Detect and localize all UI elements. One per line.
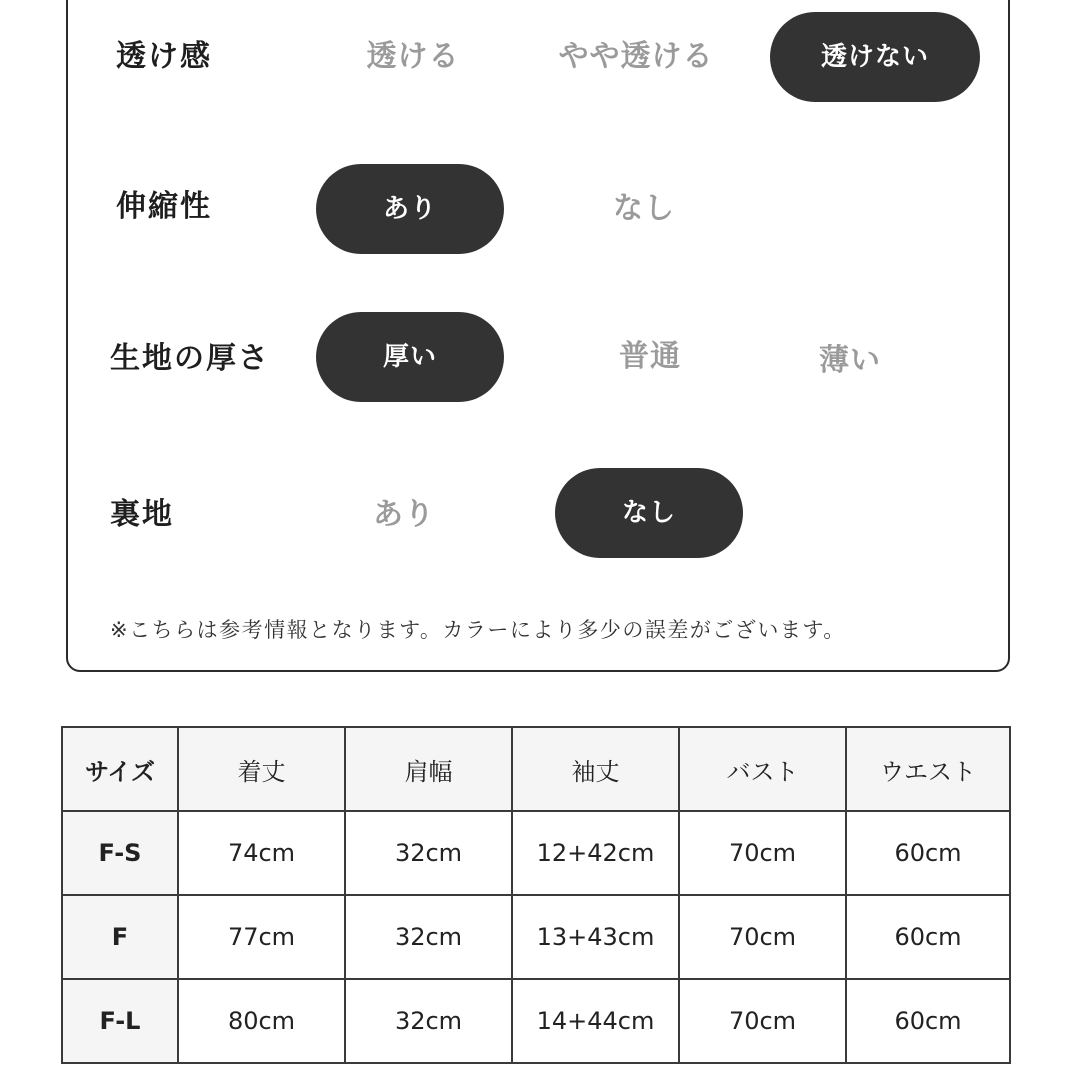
size-cell: F-L <box>62 979 178 1063</box>
header-length: 着丈 <box>178 727 345 811</box>
shoulder-cell: 32cm <box>345 811 512 895</box>
header-bust: バスト <box>679 727 846 811</box>
option-thick-selected: 厚い <box>316 312 504 402</box>
waist-cell: 60cm <box>846 979 1010 1063</box>
stretch-label: 伸縮性 <box>116 189 212 224</box>
bust-cell: 70cm <box>679 979 846 1063</box>
waist-cell: 60cm <box>846 811 1010 895</box>
bust-cell: 70cm <box>679 895 846 979</box>
thickness-label: 生地の厚さ <box>110 341 270 376</box>
reference-note: ※こちらは参考情報となります。カラーにより多少の誤差がございます。 <box>110 618 846 642</box>
size-table-header-row <box>62 727 1010 811</box>
header-sleeve: 袖丈 <box>512 727 679 811</box>
option-thin: 薄い <box>819 343 881 378</box>
spec-panel <box>66 0 1010 672</box>
option-slightly-transparent: やや透ける <box>558 39 714 74</box>
table-row <box>62 811 1010 895</box>
waist-cell: 60cm <box>846 895 1010 979</box>
size-cell: F <box>62 895 178 979</box>
shoulder-cell: 32cm <box>345 979 512 1063</box>
option-stretch-yes-selected: あり <box>316 164 504 254</box>
sleeve-cell: 14+44cm <box>512 979 679 1063</box>
lining-label: 裏地 <box>110 497 174 532</box>
table-row <box>62 895 1010 979</box>
shoulder-cell: 32cm <box>345 895 512 979</box>
option-transparent: 透ける <box>366 39 460 74</box>
header-waist: ウエスト <box>846 727 1010 811</box>
option-not-transparent-selected: 透けない <box>770 12 980 102</box>
length-cell: 80cm <box>178 979 345 1063</box>
length-cell: 77cm <box>178 895 345 979</box>
table-row <box>62 979 1010 1063</box>
option-normal: 普通 <box>619 339 681 374</box>
header-size: サイズ <box>62 727 178 811</box>
header-shoulder: 肩幅 <box>345 727 512 811</box>
bust-cell: 70cm <box>679 811 846 895</box>
transparency-label: 透け感 <box>116 39 212 74</box>
size-table <box>61 726 1011 1064</box>
option-stretch-no: なし <box>613 191 675 226</box>
option-lining-no-selected: なし <box>555 468 743 558</box>
size-cell: F-S <box>62 811 178 895</box>
sleeve-cell: 12+42cm <box>512 811 679 895</box>
length-cell: 74cm <box>178 811 345 895</box>
sleeve-cell: 13+43cm <box>512 895 679 979</box>
option-lining-yes: あり <box>373 497 435 532</box>
